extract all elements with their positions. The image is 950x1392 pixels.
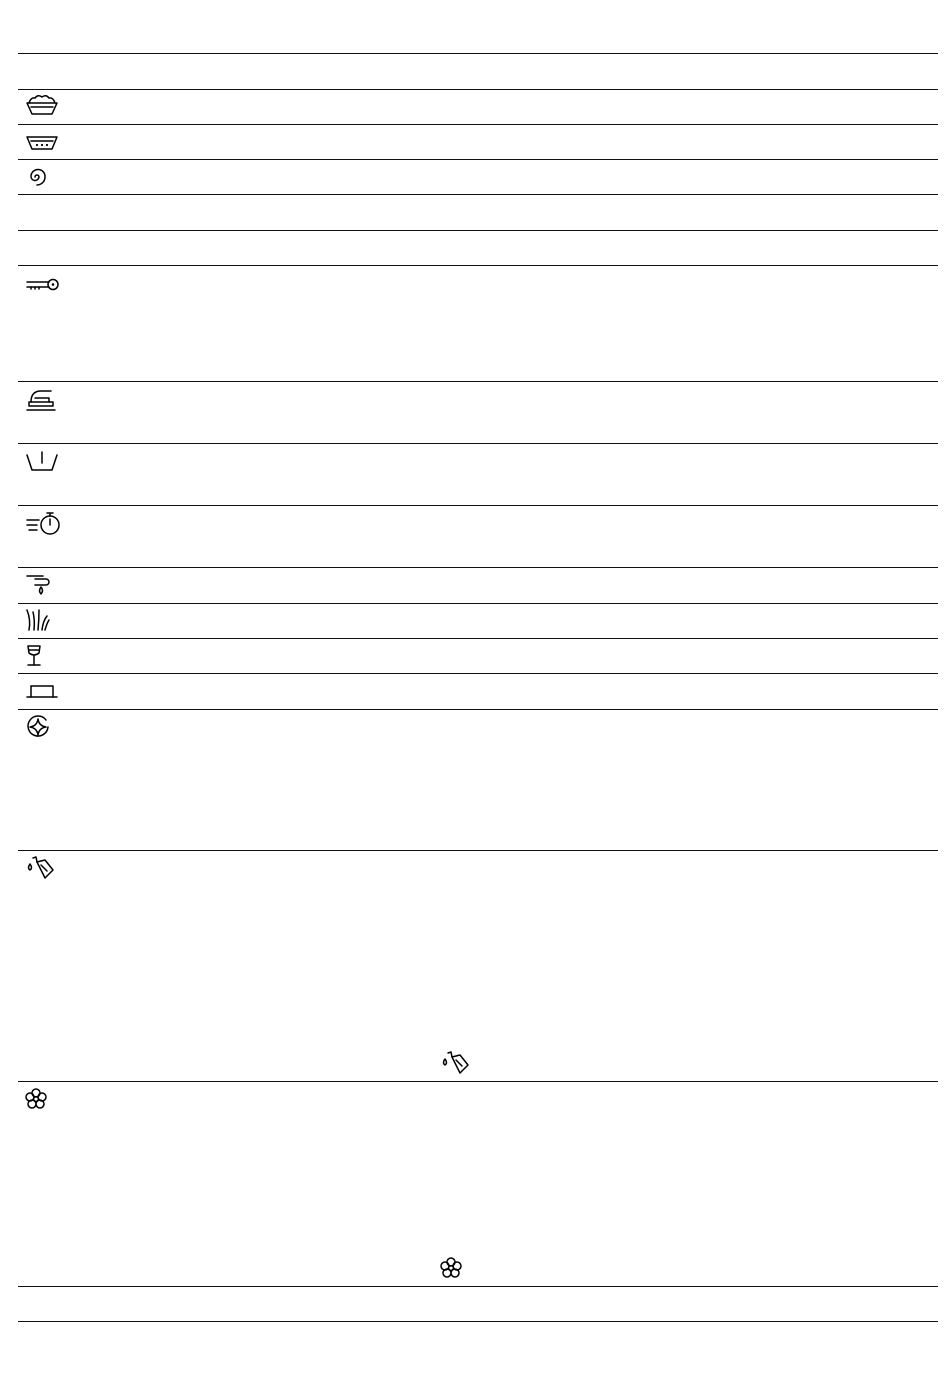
table-row-divider [18,638,938,639]
table-row-divider [18,505,938,506]
table-row-divider [18,1081,938,1082]
basin-full-wash-icon [25,94,59,116]
table-row-divider [18,709,938,710]
table-row-divider [18,1286,938,1287]
tray-plate-icon [25,682,59,702]
wool-grass-icon [25,608,51,632]
table-row-divider [18,89,938,90]
key-child-lock-icon [25,276,59,294]
table-row-divider [18,230,938,231]
table-row-divider [18,159,938,160]
spin-spiral-icon [25,165,49,189]
table-row-divider [18,673,938,674]
table-row-divider [18,124,938,125]
timer-speed-icon [25,512,63,536]
detergent-bottle-icon [440,1051,470,1075]
iron-easy-care-icon [25,388,57,412]
table-row-divider [18,194,938,195]
table-bottom-rule [18,1321,938,1322]
table-row-divider [18,850,938,851]
sparkle-clean-icon [25,714,51,740]
wine-glass-delicate-icon [25,644,43,668]
table-row-divider [18,265,938,266]
table-row-divider [18,603,938,604]
drain-drop-icon [25,573,53,597]
flower-fragrance-icon [25,1088,47,1110]
detergent-bottle-icon [25,856,55,880]
table-row-divider [18,381,938,382]
table-row-divider [18,443,938,444]
flower-fragrance-icon [440,1257,462,1279]
basin-prewash-icon [25,135,59,151]
table-top-rule [18,53,938,54]
basin-rinse-hold-icon [25,450,59,472]
table-row-divider [18,567,938,568]
